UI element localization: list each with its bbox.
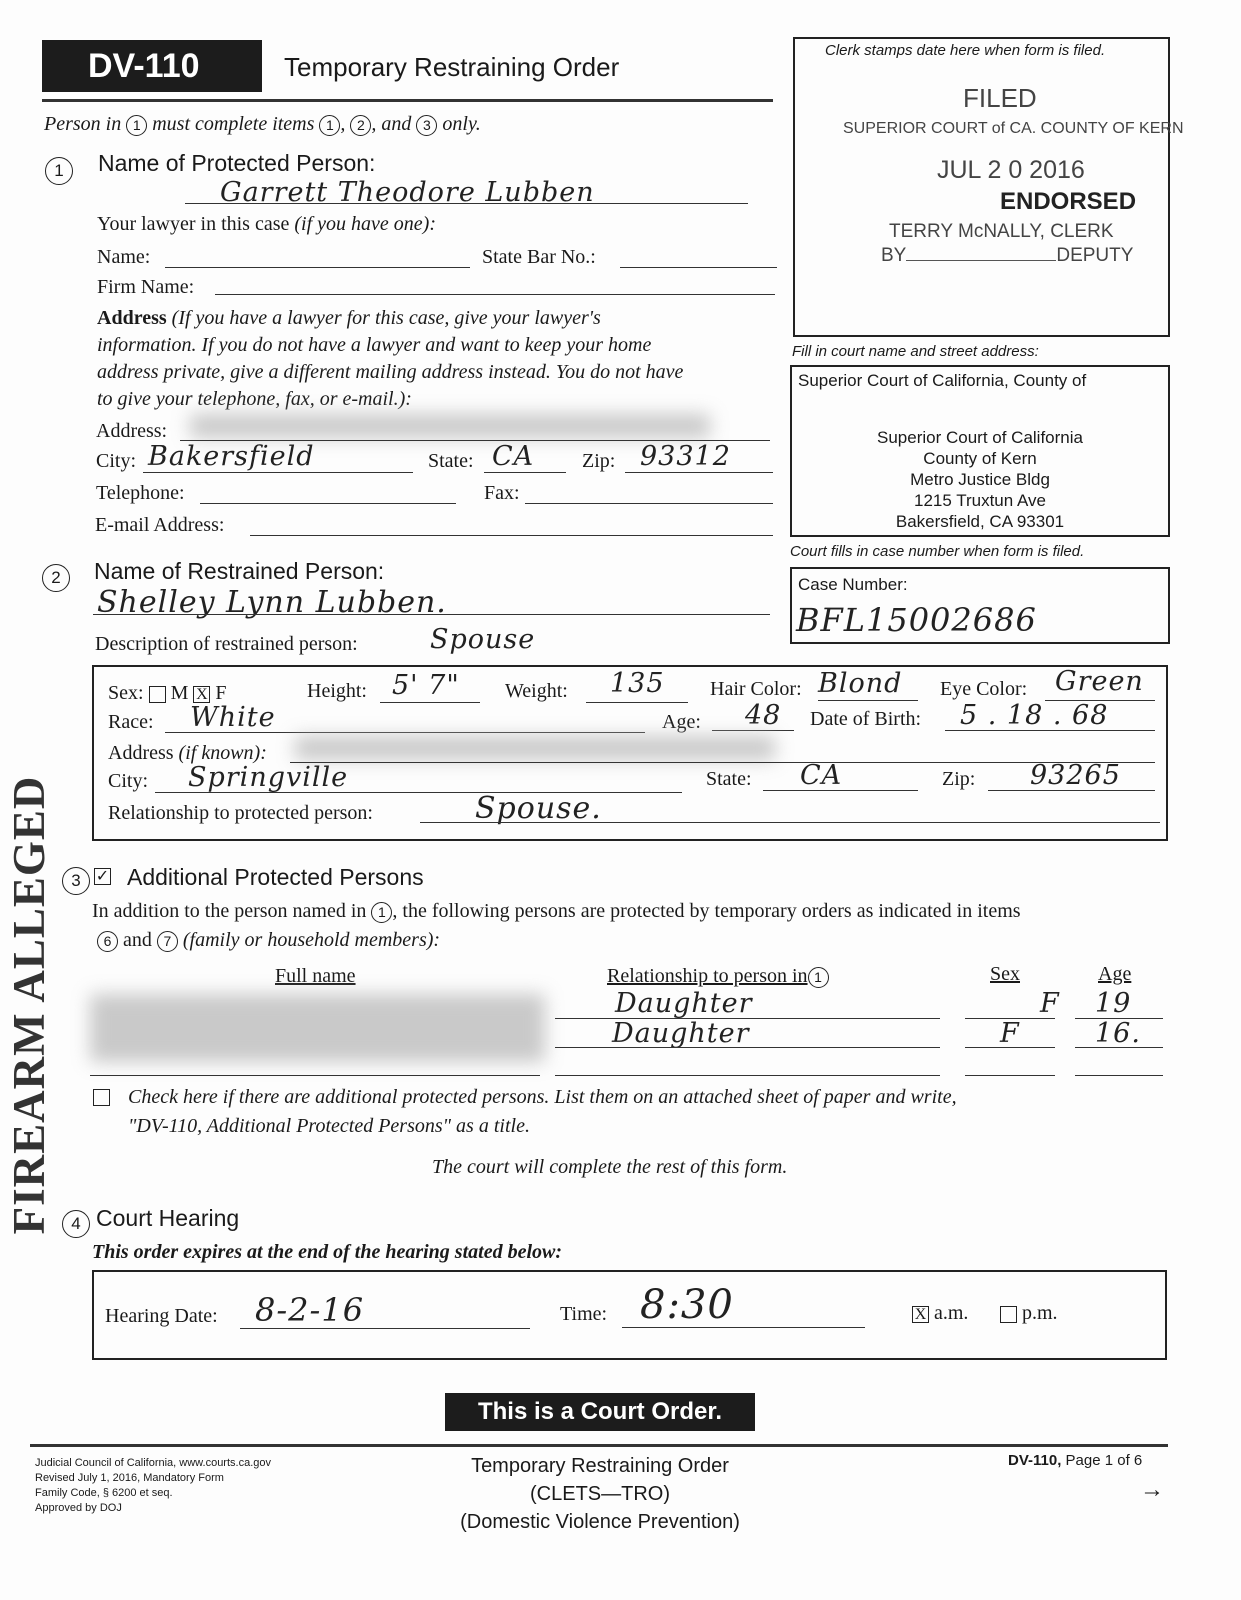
hair-label: Hair Color: — [710, 678, 802, 700]
firearm-alleged-stamp: FIREARM ALLEGED — [4, 775, 54, 1235]
race-label: Race: — [108, 711, 154, 733]
city-value[interactable]: Bakersfield — [148, 441, 315, 472]
fax-label: Fax: — [484, 482, 520, 504]
description-label: Description of restrained person: — [95, 633, 358, 655]
form-title: Temporary Restraining Order — [284, 52, 620, 82]
phone-field[interactable] — [200, 503, 456, 504]
am-option[interactable]: X a.m. — [912, 1302, 968, 1325]
court-label: Superior Court of California, County of — [798, 371, 1087, 390]
race-value[interactable]: White — [190, 702, 276, 733]
additional-sheet-text: Check here if there are additional protected persons. List them on an attached sheet of paper and write, "DV-110, Additional Protected Persons" as a title. — [128, 1086, 957, 1137]
row-age[interactable]: 16. — [1095, 1018, 1141, 1049]
description-value[interactable]: Spouse — [430, 624, 536, 655]
hearing-date-label: Hearing Date: — [105, 1305, 218, 1327]
row-sex[interactable]: F — [1040, 988, 1060, 1019]
zip-label: Zip: — [582, 450, 616, 472]
section4-title: Court Hearing — [96, 1205, 240, 1231]
sex-f-checkbox[interactable]: X — [193, 686, 210, 703]
section1-title: Name of Protected Person: — [98, 150, 376, 176]
sex-m-checkbox[interactable] — [149, 686, 166, 703]
firm-label: Firm Name: — [97, 276, 195, 298]
restrained-state-label: State: — [706, 768, 752, 790]
lawyer-name-field[interactable] — [165, 267, 470, 268]
form-id-badge: DV-110 — [42, 40, 262, 92]
age-label: Age: — [662, 711, 701, 733]
filed-stamp: FILED — [963, 83, 1037, 113]
phone-label: Telephone: — [96, 482, 185, 504]
lawyer-name-label: Name: — [97, 246, 151, 268]
section3-intro-2: 6 and 7 (family or household members): — [97, 929, 440, 952]
bar-field[interactable] — [620, 267, 777, 268]
court-address-box — [790, 365, 1170, 537]
lawyer-intro: Your lawyer in this case (if you have one): — [97, 213, 436, 235]
court-address: Superior Court of California County of Kern Metro Justice Bldg 1215 Truxtun Ave Bakersfield, CA 93301 — [877, 428, 1083, 531]
item-number-4: 4 — [62, 1210, 90, 1238]
restrained-address-label: Address (if known): — [108, 742, 267, 764]
col-sex: Sex — [990, 963, 1020, 985]
height-value[interactable]: 5' 7" — [392, 670, 460, 701]
dob-value[interactable]: 5 . 18 . 68 — [960, 700, 1109, 731]
hearing-time-value[interactable]: 8:30 — [640, 1282, 734, 1328]
eye-label: Eye Color: — [940, 678, 1028, 700]
col-full-name: Full name — [275, 965, 356, 987]
redacted-restrained-address — [295, 736, 775, 760]
footer-page: DV-110, Page 1 of 6 — [1008, 1452, 1143, 1469]
hair-value[interactable]: Blond — [818, 668, 903, 699]
address-instructions: Address (If you have a lawyer for this case, give your lawyer's information. If you do not have a lawyer and want to keep your home address private, give a different mailing address instead. You do not have to give your telephone, fax, or e-mail.): — [97, 307, 684, 410]
dob-label: Date of Birth: — [810, 708, 922, 730]
row-age[interactable]: 19 — [1095, 988, 1132, 1019]
item-number-2: 2 — [42, 564, 70, 592]
state-value[interactable]: CA — [492, 441, 535, 472]
court-order-banner: This is a Court Order. — [445, 1393, 755, 1431]
age-value[interactable]: 48 — [745, 700, 782, 731]
deputy-line: BY DEPUTY — [881, 245, 1134, 266]
footer-rule — [30, 1444, 1168, 1447]
redacted-names — [90, 994, 545, 1062]
court-note: Fill in court name and street address: — [792, 343, 1039, 360]
height-label: Height: — [307, 680, 367, 702]
eye-value[interactable]: Green — [1055, 666, 1144, 697]
row-relationship[interactable]: Daughter — [612, 1018, 750, 1049]
section4-subtitle: This order expires at the end of the hearing stated below: — [92, 1241, 562, 1263]
section3-title: Additional Protected Persons — [127, 864, 424, 890]
row-relationship[interactable]: Daughter — [615, 988, 753, 1019]
zip-value[interactable]: 93312 — [640, 441, 731, 472]
stamp-court: SUPERIOR COURT of CA. COUNTY OF KERN — [843, 120, 1184, 137]
endorsed-stamp: ENDORSED — [1000, 188, 1137, 215]
header-rule — [42, 99, 773, 102]
address-label: Address: — [96, 420, 168, 442]
restrained-city-value[interactable]: Springville — [188, 762, 349, 793]
filed-date: JUL 2 0 2016 — [937, 156, 1085, 184]
section3-intro: In addition to the person named in 1 , the following persons are protected by temporary orders as indicated in items — [92, 900, 1021, 922]
case-label: Case Number: — [798, 575, 908, 594]
footer-left: Judicial Council of California, www.courts.ca.gov Revised July 1, 2016, Mandatory Form Family Code, § 6200 et seq. Approved by DOJ — [35, 1457, 271, 1514]
section2-title: Name of Restrained Person: — [94, 558, 385, 584]
restrained-state-value[interactable]: CA — [800, 760, 843, 791]
court-complete-note: The court will complete the rest of this form. — [432, 1156, 788, 1178]
restrained-zip-value[interactable]: 93265 — [1030, 760, 1121, 791]
clerk-stamp-box — [793, 37, 1184, 337]
relationship-value[interactable]: Spouse. — [475, 791, 602, 826]
weight-value[interactable]: 135 — [610, 668, 665, 699]
instructions: Person in 1 must complete items 1 , 2 , and 3 only. — [44, 113, 481, 135]
restrained-city-label: City: — [108, 770, 149, 792]
redacted-address — [190, 414, 710, 438]
footer-title: Temporary Restraining Order (CLETS—TRO) (Domestic Violence Prevention) — [460, 1455, 740, 1533]
restrained-zip-label: Zip: — [942, 768, 976, 790]
time-label: Time: — [560, 1303, 608, 1325]
next-page-arrow-icon[interactable]: → — [1140, 1476, 1164, 1503]
clerk-note: Clerk stamps date here when form is filed. — [825, 42, 1106, 59]
item-number-1: 1 — [45, 157, 73, 185]
hearing-date-value[interactable]: 8-2-16 — [255, 1291, 365, 1329]
additional-persons-checkbox[interactable]: ✓ — [95, 867, 110, 885]
item-number-3: 3 — [62, 867, 90, 895]
protected-person-name[interactable]: Garrett Theodore Lubben — [220, 177, 595, 208]
row-sex[interactable]: F — [1000, 1018, 1020, 1049]
col-age: Age — [1098, 963, 1132, 985]
col-relationship: Relationship to person in 1 — [607, 965, 829, 988]
state-label: State: — [428, 450, 474, 472]
city-label: City: — [96, 450, 137, 472]
firm-field[interactable] — [215, 294, 775, 295]
relationship-label: Relationship to protected person: — [108, 802, 373, 824]
bar-label: State Bar No.: — [482, 246, 596, 268]
sex-field: Sex: M X F — [108, 682, 227, 704]
case-note: Court fills in case number when form is filed. — [790, 543, 1085, 560]
case-number-box — [790, 567, 1170, 644]
clerk-name: TERRY McNALLY, CLERK — [889, 221, 1114, 242]
fax-field[interactable] — [525, 503, 773, 504]
restrained-person-name[interactable]: Shelley Lynn Lubben. — [97, 585, 447, 620]
email-field[interactable] — [250, 535, 773, 536]
pm-option[interactable]: p.m. — [1000, 1302, 1058, 1325]
email-label: E-mail Address: — [95, 514, 225, 536]
weight-label: Weight: — [505, 680, 568, 702]
case-number[interactable]: BFL15002686 — [796, 601, 1037, 639]
additional-sheet-checkbox[interactable] — [93, 1088, 110, 1106]
